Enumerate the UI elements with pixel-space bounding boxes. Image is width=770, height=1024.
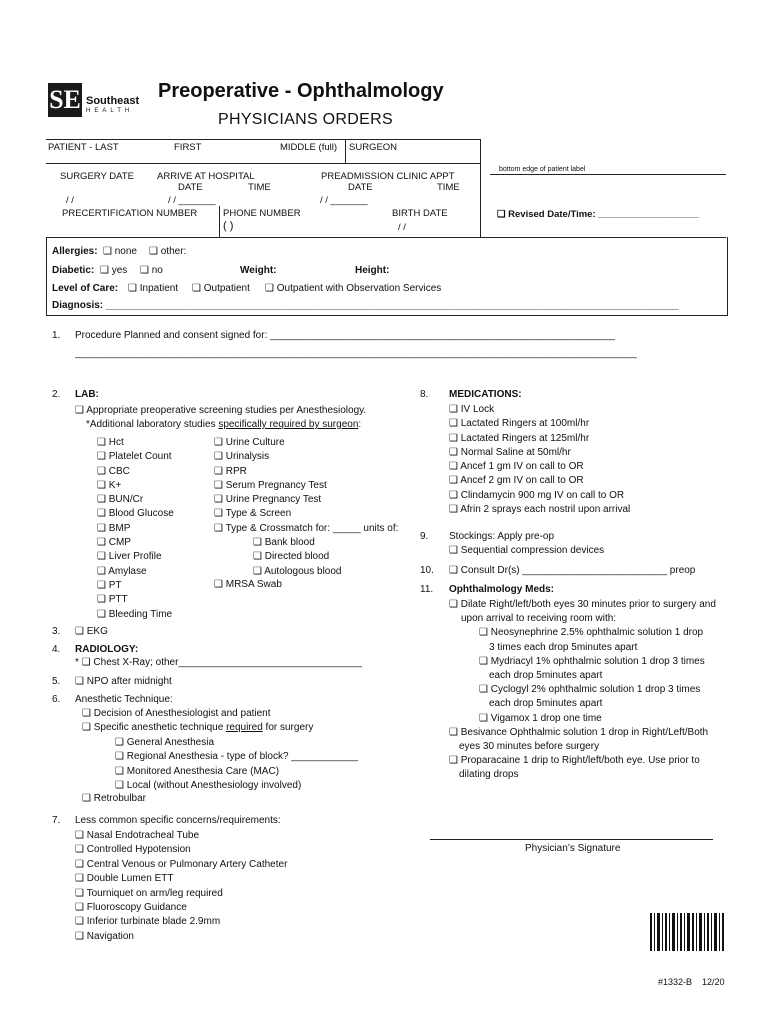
oph-med-text: each drop 5minutes apart (489, 670, 603, 682)
lab-option[interactable]: ❑ Urine Pregnancy Test (214, 494, 322, 506)
allergies-none-checkbox[interactable]: ❑ none (103, 246, 137, 257)
oph-med-option[interactable]: ❑ Neosynephrine 2.5% ophthalmic solution 1 drop (479, 627, 704, 639)
lab-option[interactable]: ❑ Amylase (97, 565, 147, 577)
lab-title: LAB: (75, 389, 99, 400)
lab-additional-underlined: specifically required by surgeon (218, 419, 359, 430)
anesthesia-type-option[interactable]: ❑ Regional Anesthesia - type of block? ____________ (115, 751, 359, 763)
chest-xray-checkbox[interactable]: * ❑ Chest X-Ray; other_________________________________ (75, 657, 362, 668)
medication-option[interactable]: ❑ Normal Saline at 50ml/hr (449, 446, 571, 458)
concern-option[interactable]: ❑ Central Venous or Pulmonary Artery Catheter (75, 858, 288, 870)
oph-med-text: 3 times each drop 5minutes apart (489, 641, 638, 653)
anesthesia-decision-checkbox[interactable]: ❑ Decision of Anesthesiologist and patient (82, 708, 271, 719)
revised-checkbox[interactable]: ❑ Revised Date/Time: ___________________ (497, 209, 699, 220)
lab-option[interactable]: ❑ Blood Glucose (97, 508, 174, 520)
oph-med-option[interactable]: ❑ Mydriacyl 1% ophthalmic solution 1 drop 3 times (479, 655, 705, 667)
oph-med-option[interactable]: ❑ Besivance Ophthalmic solution 1 drop in Right/Left/Both (449, 726, 709, 738)
npo-checkbox[interactable]: ❑ NPO after midnight (75, 676, 172, 687)
procedure-line-2[interactable]: _____________________________________________________________________________________________________ (75, 348, 637, 359)
inpatient-checkbox[interactable]: ❑ Inpatient (128, 283, 179, 294)
allergies-other-checkbox[interactable]: ❑ other: (149, 246, 187, 257)
lab-option[interactable]: ❑ BUN/Cr (97, 494, 144, 506)
retrobulbar-checkbox[interactable]: ❑ Retrobulbar (82, 793, 146, 804)
lab-option[interactable]: ❑ K+ (97, 479, 122, 491)
mrsa-checkbox[interactable]: ❑ MRSA Swab (214, 579, 282, 590)
lab-option[interactable]: ❑ CMP (97, 537, 131, 549)
oph-med-text: dilating drops (459, 769, 519, 781)
lab-option[interactable]: ❑ Type & Screen (214, 508, 292, 520)
radiology-title: RADIOLOGY: (75, 644, 139, 655)
lab-additional-note: *Additional laboratory studies specifically required by surgeon: (86, 419, 362, 430)
procedure-field[interactable]: Procedure Planned and consent signed for: ______________________________________________________________ (75, 330, 615, 341)
stockings-label: Stockings: Apply pre-op (449, 531, 555, 542)
lab-option[interactable]: ❑ Type & Crossmatch for: _____ units of: (214, 522, 399, 534)
birth-date-label: BIRTH DATE (392, 208, 448, 219)
signature-label: Physician’s Signature (525, 843, 621, 854)
concern-option[interactable]: ❑ Double Lumen ETT (75, 873, 174, 885)
compression-checkbox[interactable]: ❑ Sequential compression devices (449, 545, 605, 556)
lab-option[interactable]: ❑ Serum Pregnancy Test (214, 479, 327, 491)
oph-med-option[interactable]: ❑ Vigamox 1 drop one time (479, 712, 602, 724)
medication-option[interactable]: ❑ IV Lock (449, 404, 495, 415)
diabetic-no-checkbox[interactable]: ❑ no (140, 265, 163, 276)
lab-option[interactable]: ❑ Urine Culture (214, 437, 285, 448)
diagnosis-field[interactable]: Diagnosis: _______________________________________________________________________________________________________ (52, 300, 679, 311)
lab-option[interactable]: ❑ BMP (97, 522, 131, 534)
concern-option[interactable]: ❑ Tourniquet on arm/leg required (75, 887, 223, 899)
concern-option[interactable]: ❑ Navigation (75, 930, 134, 942)
surgery-date-label: SURGERY DATE (60, 171, 134, 182)
medications-list (449, 403, 630, 517)
medication-option[interactable]: ❑ Lactated Ringers at 125ml/hr (449, 432, 590, 444)
patient-first-label: FIRST (174, 142, 202, 153)
anesthesia-specific-checkbox[interactable] (82, 722, 313, 733)
item-number: 8. (420, 389, 429, 400)
anesthesia-type-option[interactable]: ❑ Monitored Anesthesia Care (MAC) (115, 765, 280, 777)
oph-med-text: each drop 5minutes apart (489, 698, 603, 710)
birth-slash: / / (398, 222, 406, 233)
logo-sub: HEALTH (86, 108, 134, 114)
blood-option[interactable]: ❑ Bank blood (253, 537, 315, 548)
lab-col3 (253, 536, 341, 579)
form-date: 12/20 (702, 977, 725, 987)
concern-option[interactable]: ❑ Controlled Hypotension (75, 844, 191, 856)
patient-last-label: PATIENT - LAST (48, 142, 119, 153)
anesthesia-type-option[interactable]: ❑ Local (without Anesthesiology involved) (115, 779, 302, 791)
lab-option[interactable]: ❑ Liver Profile (97, 551, 162, 563)
oph-med-text: upon arrival to receiving room with: (461, 613, 617, 625)
item-number: 1. (52, 330, 61, 341)
arrive-slash: / / _______ (168, 195, 216, 206)
consult-checkbox[interactable]: ❑ Consult Dr(s) __________________________ preop (449, 565, 696, 576)
preadmission-label: PREADMISSION CLINIC APPT (321, 171, 455, 182)
specific-text-post: for surgery (262, 722, 314, 733)
level-label: Level of Care: (52, 283, 119, 294)
medication-option[interactable]: ❑ Clindamycin 900 mg IV on call to OR (449, 489, 625, 501)
arrive-date-label: DATE (178, 182, 203, 193)
patient-middle-label: MIDDLE (full) (280, 142, 338, 153)
surgery-date-slash: / / (66, 195, 74, 206)
medication-option[interactable]: ❑ Afrin 2 sprays each nostril upon arrival (449, 504, 631, 516)
phone-label: PHONE NUMBER (223, 208, 301, 219)
southeast-logo-icon: SE (48, 83, 82, 117)
anesthesia-type-option[interactable]: ❑ General Anesthesia (115, 737, 215, 748)
item-number: 6. (52, 694, 61, 705)
arrive-time-label: TIME (248, 182, 271, 193)
concern-option[interactable]: ❑ Inferior turbinate blade 2.9mm (75, 916, 221, 928)
ophthalmology-meds-list (449, 598, 716, 783)
pre-time-label: TIME (437, 182, 460, 193)
ophthalmology-meds-title: Ophthalmology Meds: (449, 584, 554, 595)
allergies-label: Allergies: (52, 246, 98, 257)
lab-option[interactable]: ❑ Bleeding Time (97, 608, 173, 620)
oph-med-option[interactable]: ❑ Dilate Right/left/both eyes 30 minutes prior to surgery and (449, 599, 716, 610)
medications-title: MEDICATIONS: (449, 389, 522, 400)
lab-option[interactable]: ❑ CBC (97, 465, 130, 477)
concern-option[interactable]: ❑ Fluoroscopy Guidance (75, 902, 187, 914)
signature-line[interactable] (430, 839, 713, 840)
blood-option[interactable]: ❑ Directed blood (253, 551, 330, 563)
lab-appropriate-checkbox[interactable]: ❑ Appropriate preoperative screening studies per Anesthesiology. (75, 405, 367, 416)
item-number: 5. (52, 676, 61, 687)
item-number: 7. (52, 815, 61, 826)
diabetic-label: Diabetic: (52, 265, 95, 276)
surgeon-label: SURGEON (349, 142, 398, 153)
item-number: 9. (420, 531, 429, 542)
concern-option[interactable]: ❑ Nasal Endotracheal Tube (75, 830, 200, 841)
ekg-checkbox[interactable]: ❑ EKG (75, 626, 108, 637)
concerns-list (75, 829, 287, 944)
item-number: 10. (420, 565, 434, 576)
medication-option[interactable]: ❑ Ancef 1 gm IV on call to OR (449, 461, 584, 473)
height-label: Height: (355, 265, 390, 276)
anesthesia-types (115, 736, 358, 793)
lab-additional-text: *Additional laboratory studies (86, 419, 219, 430)
lab-option[interactable]: ❑ RPR (214, 465, 247, 477)
lab-col2 (214, 436, 398, 536)
pre-slash: / / _______ (320, 195, 368, 206)
observation-checkbox[interactable]: ❑ Outpatient with Observation Services (265, 283, 442, 294)
barcode-icon (650, 913, 724, 951)
pre-date-label: DATE (348, 182, 373, 193)
blood-option[interactable]: ❑ Autologous blood (253, 565, 342, 577)
page-subtitle: PHYSICIANS ORDERS (218, 111, 393, 128)
lab-option[interactable]: ❑ PT (97, 579, 122, 591)
outpatient-checkbox[interactable]: ❑ Outpatient (192, 283, 250, 294)
lab-option[interactable]: ❑ PTT (97, 594, 128, 606)
arrive-label: ARRIVE AT HOSPITAL (157, 171, 255, 182)
item-number: 11. (420, 584, 434, 595)
concerns-title: Less common specific concerns/requirements: (75, 815, 281, 826)
anesthesia-title: Anesthetic Technique: (75, 694, 173, 705)
weight-label: Weight: (240, 265, 277, 276)
precert-label: PRECERTIFICATION NUMBER (62, 208, 198, 219)
specific-text: ❑ Specific anesthetic technique (82, 722, 227, 733)
item-number: 4. (52, 644, 61, 655)
logo-name: Southeast (86, 95, 140, 107)
phone-paren: ( ) (223, 220, 234, 232)
page-title: Preoperative - Ophthalmology (158, 80, 444, 102)
specific-underlined: required (226, 722, 263, 733)
item-number: 2. (52, 389, 61, 400)
medication-option[interactable]: ❑ Ancef 2 gm IV on call to OR (449, 475, 584, 487)
diabetic-yes-checkbox[interactable]: ❑ yes (100, 265, 128, 276)
label-edge-note: bottom edge of patient label (499, 166, 586, 173)
medication-option[interactable]: ❑ Lactated Ringers at 100ml/hr (449, 418, 590, 430)
oph-med-option[interactable]: ❑ Cyclogyl 2% ophthalmic solution 1 drop 3 times (479, 684, 701, 696)
item-number: 3. (52, 626, 61, 637)
lab-option[interactable]: ❑ Platelet Count (97, 451, 172, 463)
lab-option[interactable]: ❑ Urinalysis (214, 451, 270, 463)
lab-col1 (97, 436, 174, 622)
oph-med-option[interactable]: ❑ Proparacaine 1 drip to Right/left/both eye. Use prior to (449, 755, 700, 767)
oph-med-text: eyes 30 minutes before surgery (459, 741, 600, 753)
form-number: #1332-B (658, 977, 693, 987)
lab-option[interactable]: ❑ Hct (97, 437, 124, 448)
